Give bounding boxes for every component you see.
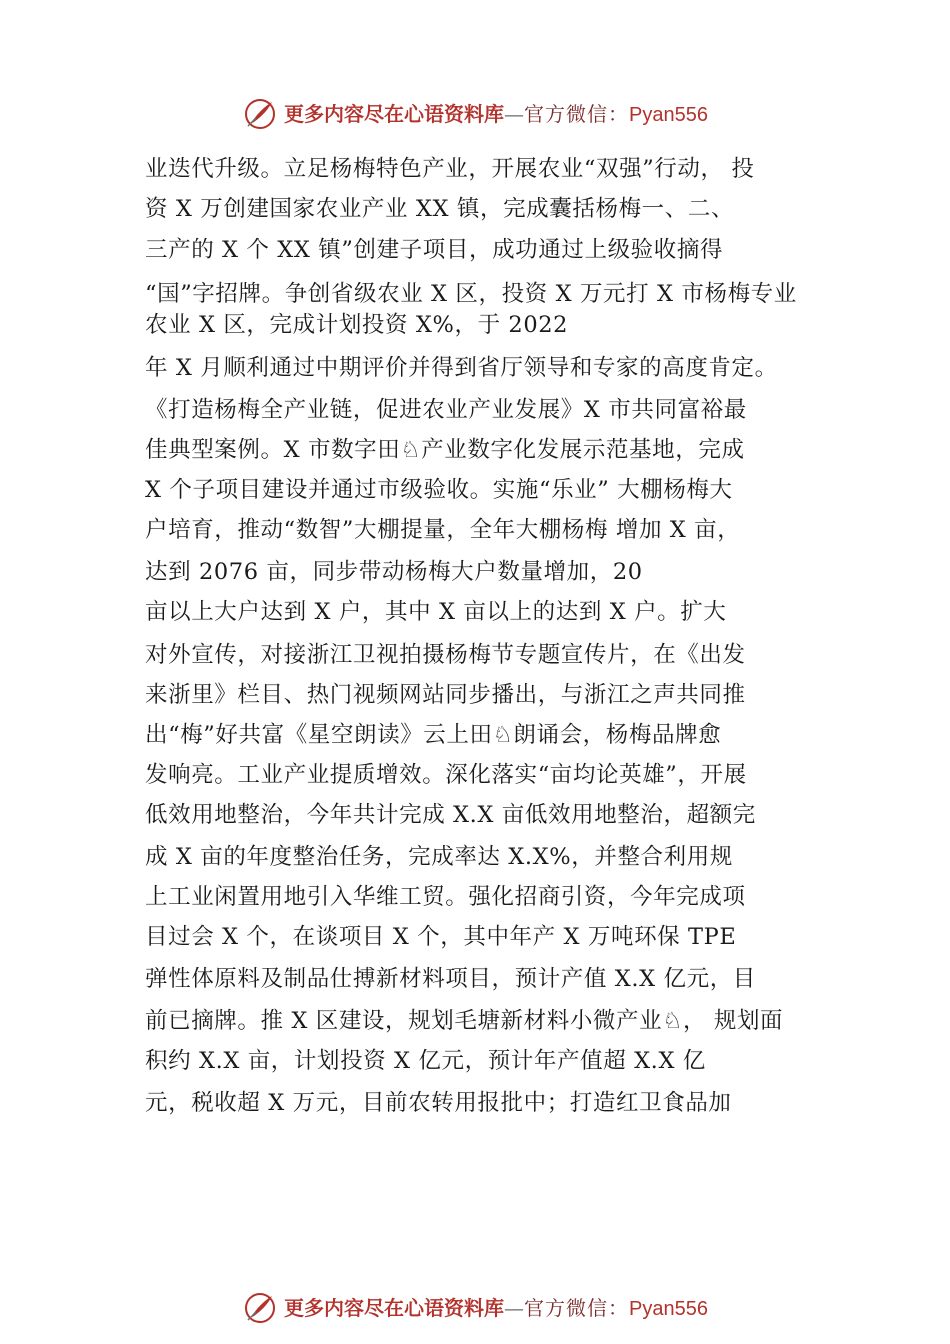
- text-line: 户培育，推动“数智”大棚提量，全年大棚杨梅 增加 X 亩，: [145, 517, 741, 543]
- brand-text: 更多内容尽在心语资料库: [284, 101, 505, 126]
- text-line: X 个子项目建设并通过市级验收。实施“乐业” 大棚杨梅大: [145, 477, 733, 503]
- text-line: 三产的 X 个 XX 镇”创建子项目，成功通过上级验收摘得: [145, 237, 724, 263]
- text-line: 出“梅”好共富《星空朗读》云上田♘朗诵会，杨梅品牌愈: [145, 722, 722, 748]
- text-line: 农业 X 区，完成计划投资 X%，于 2022: [145, 312, 569, 338]
- wechat-id: Pyan556: [629, 103, 708, 126]
- quill-logo-icon: [242, 96, 278, 132]
- text-line: 目过会 X 个，在谈项目 X 个，其中年产 X 万吨环保 TPE: [145, 924, 737, 950]
- text-line: 发响亮。工业产业提质增效。深化落实“亩均论英雄”，开展: [145, 762, 747, 788]
- footer-banner: [0, 1288, 950, 1328]
- text-line: 《打造杨梅全产业链，促进农业产业发展》X 市共同富裕最: [145, 397, 747, 423]
- text-line: 成 X 亩的年度整治任务，完成率达 X.X%，并整合利用规: [145, 844, 733, 870]
- text-line: 弹性体原料及制品仕搏新材料项目，预计产值 X.X 亿元，目: [145, 966, 756, 992]
- text-line: 资 X 万创建国家农业产业 XX 镇，完成囊括杨梅一、二、: [145, 196, 735, 222]
- text-line: “国”字招牌。争创省级农业 X 区，投资 X 万元打 X 市杨梅专业: [145, 281, 797, 307]
- footer-banner-text: [284, 1288, 708, 1329]
- text-line: 积约 X.X 亩，计划投资 X 亿元，预计年产值超 X.X 亿: [145, 1048, 706, 1074]
- text-line: 来浙里》栏目、热门视频网站同步播出，与浙江之声共同推: [145, 682, 746, 708]
- text-line: 佳典型案例。X 市数字田♘产业数字化发展示范基地，完成: [145, 437, 745, 463]
- brand-dash: —: [504, 1295, 525, 1320]
- header-banner-text: [284, 94, 708, 135]
- text-line: 达到 2076 亩，同步带动杨梅大户数量增加，20: [145, 559, 643, 585]
- brand-text: 更多内容尽在心语资料库: [284, 1295, 505, 1320]
- quill-logo-icon: [242, 1290, 278, 1326]
- text-line: 上工业闲置用地引入华维工贸。强化招商引资，今年完成项: [145, 884, 746, 910]
- wechat-label: 官方微信：: [524, 101, 630, 126]
- text-line: 低效用地整治，今年共计完成 X.X 亩低效用地整治，超额完: [145, 802, 756, 828]
- brand-dash: —: [504, 101, 525, 126]
- text-line: 年 X 月顺利通过中期评价并得到省厅领导和专家的高度肯定。: [145, 355, 778, 381]
- text-line: 业迭代升级。立足杨梅特色产业，开展农业“双强”行动， 投: [145, 156, 755, 182]
- text-line: 对外宣传，对接浙江卫视拍摄杨梅节专题宣传片，在《出发: [145, 642, 746, 668]
- text-line: 前已摘牌。推 X 区建设，规划毛塘新材料小微产业♘， 规划面: [145, 1008, 784, 1034]
- wechat-id: Pyan556: [629, 1297, 708, 1320]
- text-line: 元，税收超 X 万元，目前农转用报批中；打造红卫食品加: [145, 1090, 732, 1116]
- text-line: 亩以上大户达到 X 户，其中 X 亩以上的达到 X 户。扩大: [145, 599, 727, 625]
- header-banner: [0, 94, 950, 134]
- wechat-label: 官方微信：: [524, 1295, 630, 1320]
